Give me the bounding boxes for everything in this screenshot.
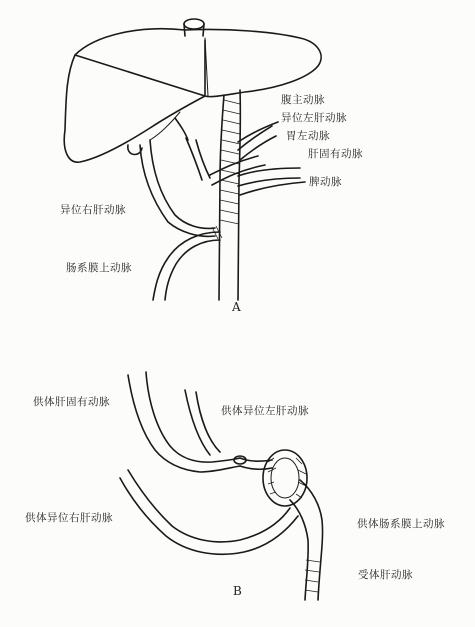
panel-b-letter: B — [233, 584, 242, 598]
aberrant-right-hepatic-vessel — [140, 140, 215, 236]
label-celiac-trunk: 腹主动脉 — [281, 94, 325, 106]
sma-vessel — [153, 232, 220, 300]
label-recipient-hepatic: 受体肝动脉 — [358, 569, 413, 581]
label-donor-aberrant-right-hepatic: 供体异位右肝动脉 — [25, 512, 113, 524]
label-splenic: 脾动脉 — [309, 176, 342, 188]
label-donor-aberrant-left-hepatic: 供体异位左肝动脉 — [221, 405, 309, 417]
label-left-gastric: 胃左动脉 — [286, 130, 330, 142]
label-aberrant-left-hepatic: 异位左肝动脉 — [281, 112, 347, 124]
label-donor-superior-mesenteric: 供体肠系膜上动脉 — [357, 518, 445, 530]
label-proper-hepatic: 肝固有动脉 — [308, 148, 363, 160]
panel-a-letter: A — [232, 300, 241, 314]
label-superior-mesenteric: 肠系膜上动脉 — [66, 262, 132, 274]
ivc-top — [184, 19, 204, 29]
label-donor-proper-hepatic: 供体肝固有动脉 — [33, 396, 110, 408]
label-aberrant-right-hepatic: 异位右肝动脉 — [60, 204, 126, 216]
panel-a-drawing — [64, 19, 321, 300]
